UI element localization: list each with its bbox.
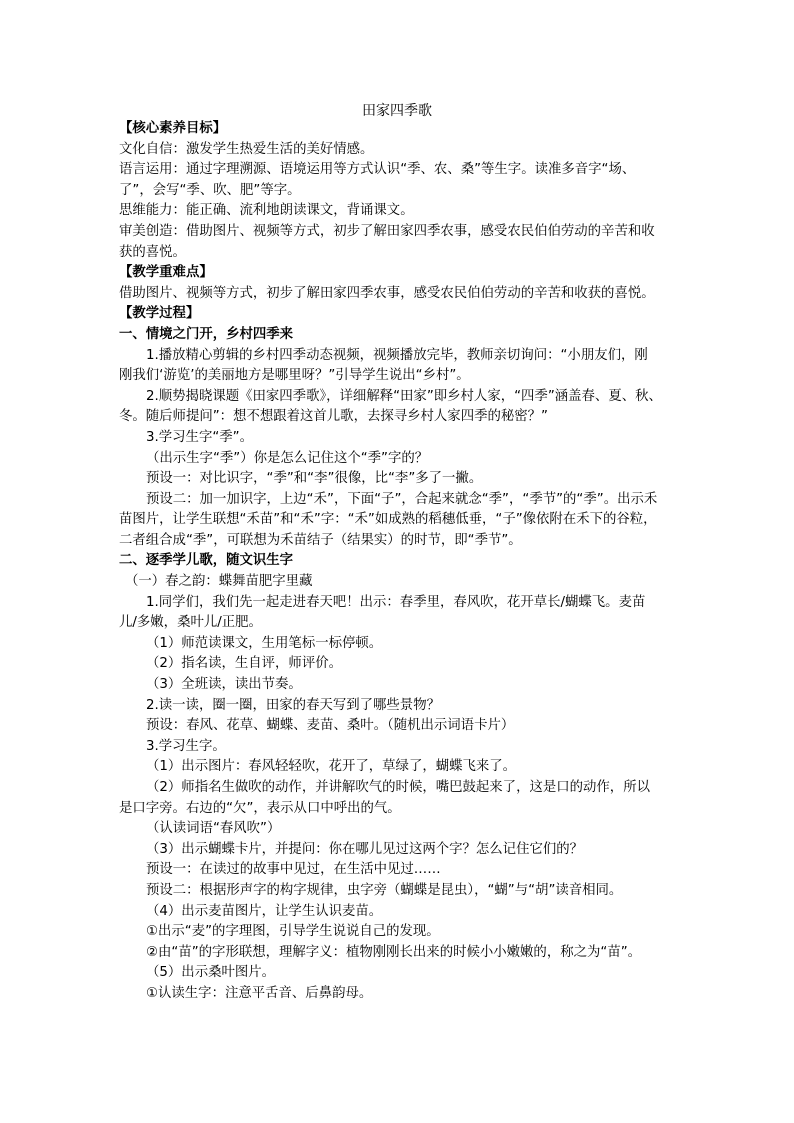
body-line: （1）师范读课文，生用笔标一标停顿。 xyxy=(146,635,383,651)
body-line: 3.学习生字。 xyxy=(146,738,226,754)
body-line: （认读词语“春风吹”） xyxy=(146,821,281,837)
body-line: （3）出示蝴蝶卡片，并提问：你在哪儿见过这两个字？怎么记住它们的？ xyxy=(146,841,584,857)
body-line: 是口字旁。右边的“欠”，表示从口中呼出的气。 xyxy=(119,800,401,816)
section-heading: 【核心素养目标】 xyxy=(119,121,227,136)
body-line: ②由“苗”的字形联想，理解字义：植物刚刚长出来的时候小小嫩嫩的，称之为“苗”。 xyxy=(146,944,642,960)
body-line: 苗图片，让学生联想“禾苗”和“禾”字：“禾”如成熟的稻穗低垂，“子”像依附在禾下的谷粒， xyxy=(119,512,657,528)
body-line: 刚我们‘游览’的美丽地方是哪里呀？”引导学生说出“乡村”。 xyxy=(119,368,470,384)
body-line: 3.学习生字“季”。 xyxy=(146,429,253,445)
body-line: （5）出示桑叶图片。 xyxy=(146,965,276,981)
body-line: 冬。随后师提问”：想不想跟着这首儿歌，去探寻乡村人家四季的秘密？” xyxy=(119,409,548,425)
objective-line: 语言运用：通过字理溯源、语境运用等方式认识“季、农、桑”等生字。读准多音字“场、 xyxy=(119,162,636,178)
sub-heading: （一）春之韵：蝶舞苗肥字里藏 xyxy=(125,574,313,590)
step-heading: 二、逐季学儿歌，随文识生字 xyxy=(119,553,294,569)
body-line: 预设一：在读过的故事中见过，在生活中见过…… xyxy=(146,862,441,878)
body-line: 预设二：根据形声字的构字规律，虫字旁（蝴蝶是昆虫），“蝴”与“胡”读音相同。 xyxy=(146,882,623,898)
document-title: 田家四季歌 xyxy=(362,103,432,119)
body-line: 预设一：对比识字，“季”和“李”很像，比“李”多了一撇。 xyxy=(146,471,483,487)
step-heading: 一、情境之门开，乡村四季来 xyxy=(119,326,294,342)
objective-line: 文化自信：激发学生热爱生活的美好情感。 xyxy=(119,141,374,157)
body-line: ①认读生字：注意平舌音、后鼻韵母。 xyxy=(146,985,373,1001)
body-line: 儿/多嫩，桑叶儿/正肥。 xyxy=(119,615,262,631)
objective-line: 审美创造：借助图片、视频等方式，初步了解田家四季农事，感受农民伯伯劳动的辛苦和收 xyxy=(119,223,655,239)
body-line: （2）师指名生做吹的动作，并讲解吹气的时候，嘴巴鼓起来了，这是口的动作，所以 xyxy=(146,780,650,795)
objective-line: 了”，会写“季、吹、肥”等字。 xyxy=(119,182,301,198)
body-line: 借助图片、视频等方式，初步了解田家四季农事，感受农民伯伯劳动的辛苦和收获的喜悦。 xyxy=(119,285,655,301)
body-line: （出示生字“季”）你是怎么记住这个“季”字的？ xyxy=(146,450,429,466)
document-body xyxy=(119,119,677,1005)
body-line: 预设：春风、花草、蝴蝶、麦苗、桑叶。（随机出示词语卡片） xyxy=(146,718,515,734)
body-line: 预设二：加一加识字，上边“禾”，下面“子”，合起来就念“季”，“季节”的“季”。出示禾 xyxy=(146,491,658,507)
body-line: ①出示“麦”的字理图，引导学生说说自己的发现。 xyxy=(146,924,440,940)
body-line: 二者组合成“季”，可联想为禾苗结子（结果实）的时节，即“季节”。 xyxy=(119,532,522,548)
body-line: （1）出示图片：春风轻轻吹，花开了，草绿了，蝴蝶飞来了。 xyxy=(146,759,517,775)
body-line: （4）出示麦苗图片，让学生认识麦苗。 xyxy=(146,903,383,919)
section-heading: 【教学过程】 xyxy=(119,306,200,322)
body-line: 1.播放精心剪辑的乡村四季动态视频，视频播放完毕，教师亲切询问：“小朋友们，刚 xyxy=(146,347,648,363)
objective-line: 思维能力：能正确、流利地朗读课文，背诵课文。 xyxy=(119,203,414,219)
body-line: （2）指名读，生自评，师评价。 xyxy=(146,656,342,672)
body-line: （3）全班读，读出节奏。 xyxy=(146,677,302,693)
body-line: 2.读一读，圈一圈，田家的春天写到了哪些景物？ xyxy=(146,697,440,713)
body-line: 2.顺势揭晓课题《田家四季歌》，详细解释“田家”即乡村人家，“四季”涵盖春、夏、秋、 xyxy=(146,388,662,404)
objective-line: 获的喜悦。 xyxy=(119,244,186,260)
body-line: 1.同学们，我们先一起走进春天吧！出示：春季里，春风吹，花开草长/蝴蝶飞。麦苗 xyxy=(146,594,646,610)
section-heading: 【教学重难点】 xyxy=(119,265,213,281)
